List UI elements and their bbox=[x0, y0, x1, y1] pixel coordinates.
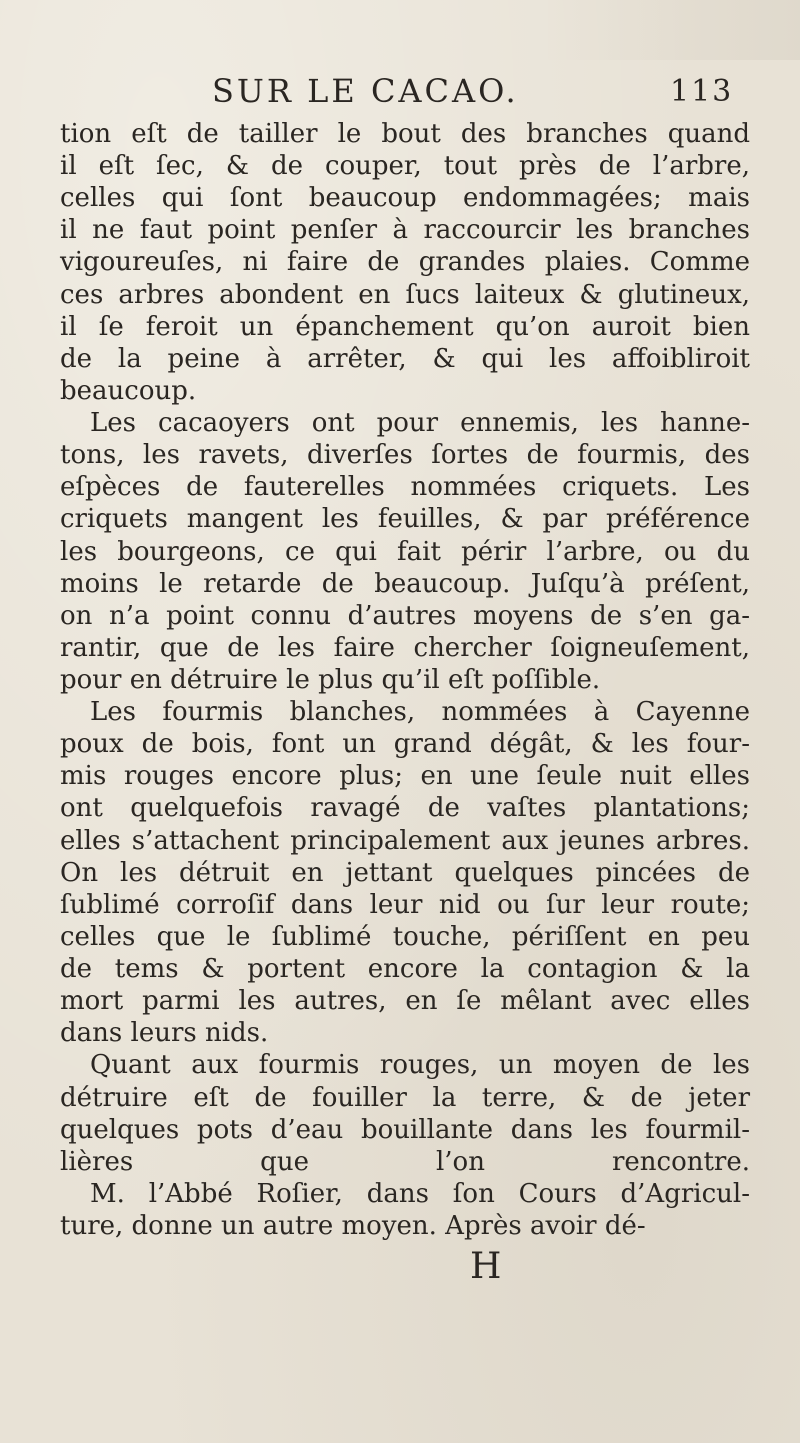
text-line: mort parmi les autres, en ſe mêlant avec elles bbox=[60, 986, 750, 1016]
text-line: quelques pots d’eau bouillante dans les fourmil- bbox=[60, 1115, 750, 1145]
text-line: les bourgeons, ce qui fait périr l’arbre, ou du bbox=[60, 537, 750, 567]
running-header: SUR LE CACAO. bbox=[212, 72, 519, 110]
paragraph-start-line: Les fourmis blanches, nommées à Cayenne bbox=[90, 697, 750, 727]
text-line: il ſe feroit un épanchement qu’on auroit bien bbox=[60, 312, 750, 342]
text-line: elles s’attachent principalement aux jeunes arbres. bbox=[60, 826, 750, 856]
page-number: 113 bbox=[670, 74, 734, 109]
text-line: poux de bois, font un grand dégât, & les four- bbox=[60, 729, 750, 759]
paragraph-start-line: Les cacaoyers ont pour ennemis, les hanne- bbox=[90, 408, 750, 438]
text-line: tons, les ravets, diverſes ſortes de fourmis, des bbox=[60, 440, 750, 470]
text-line: celles qui ſont beaucoup endommagées; mais bbox=[60, 183, 750, 213]
text-line: celles que le ſublimé touche, périſſent en peu bbox=[60, 922, 750, 952]
page-edge-shadow bbox=[540, 0, 800, 60]
text-line: on n’a point connu d’autres moyens de s’en ga- bbox=[60, 601, 750, 631]
text-line: il ne faut point penſer à raccourcir les branches bbox=[60, 215, 750, 245]
text-line: rantir, que de les faire chercher ſoigneuſement, bbox=[60, 633, 750, 663]
text-line: de la peine à arrêter, & qui les affoibliroit bbox=[60, 344, 750, 374]
text-line: il eſt ſec, & de couper, tout près de l’arbre, bbox=[60, 151, 750, 181]
text-line: ces arbres abondent en ſucs laiteux & glutineux, bbox=[60, 280, 750, 310]
text-line: pour en détruire le plus qu’il eſt poſſible. bbox=[60, 665, 601, 695]
text-line: criquets mangent les feuilles, & par préférence bbox=[60, 504, 750, 534]
paragraph-start-line: Quant aux fourmis rouges, un moyen de les bbox=[90, 1050, 750, 1080]
text-line: mis rouges encore plus; en une ſeule nuit elles bbox=[60, 761, 750, 791]
text-line: ture, donne un autre moyen. Après avoir dé- bbox=[60, 1211, 646, 1241]
text-line: lières que l’on rencontre. bbox=[60, 1147, 750, 1177]
text-line: de tems & portent encore la contagion & la bbox=[60, 954, 750, 984]
text-line: dans leurs nids. bbox=[60, 1018, 269, 1048]
text-line: ont quelquefois ravagé de vaſtes plantations; bbox=[60, 793, 750, 823]
text-line: moins le retarde de beaucoup. Juſqu’à préſent, bbox=[60, 569, 750, 599]
text-line: détruire eſt de fouiller la terre, & de jeter bbox=[60, 1083, 750, 1113]
paragraph-start-line: M. l’Abbé Roſier, dans ſon Cours d’Agricul- bbox=[90, 1179, 750, 1209]
text-line: eſpèces de fauterelles nommées criquets. Les bbox=[60, 472, 750, 502]
text-line: tion eſt de tailler le bout des branches quand bbox=[60, 119, 750, 149]
text-line: On les détruit en jettant quelques pincées de bbox=[60, 858, 750, 888]
signature-mark: H bbox=[470, 1246, 503, 1287]
text-line: ſublimé corroſif dans leur nid ou ſur leur route; bbox=[60, 890, 750, 920]
text-line: beaucoup. bbox=[60, 376, 197, 406]
text-line: vigoureuſes, ni faire de grandes plaies. Comme bbox=[60, 247, 750, 277]
